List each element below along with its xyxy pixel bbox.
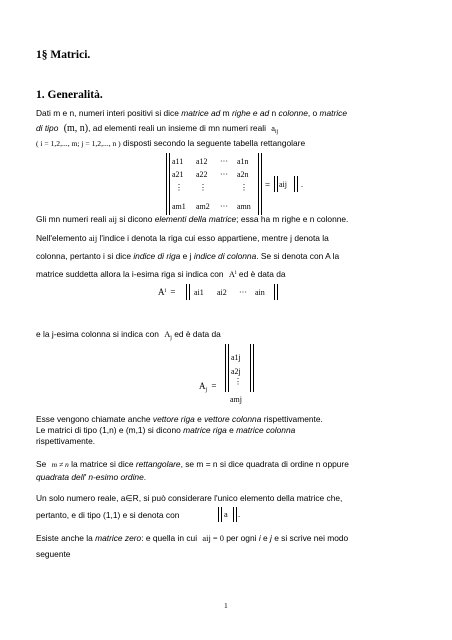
matrix-cell: a22: [196, 170, 208, 179]
scalar-entry: a: [224, 510, 228, 519]
matrix-cell: a2n: [237, 170, 249, 179]
matrix-cell: ···: [220, 202, 228, 211]
para4-line2: Le matrici di tipo (1,n) e (m,1) si dicono matrice riga e matrice colonna: [36, 425, 296, 435]
para3-line: e la j-esima colonna si indica con $A_j$ ed è data da: [36, 329, 221, 341]
subsection-heading: 1. Generalità.: [36, 89, 103, 101]
para2-line1: Gli mn numeri reali aij si dicono elementi della matrice; essa ha m righe e n colonne.: [36, 214, 349, 224]
matrix-cell: am2: [196, 202, 210, 211]
row-vector-entry: ai2: [217, 288, 227, 297]
row-vector-left-bar: [186, 284, 189, 300]
matrix-cell: a21: [172, 170, 184, 179]
matrix-cell: ⋮: [175, 183, 183, 192]
row-vector-entry: ain: [255, 288, 265, 297]
matrix-cell: a12: [196, 157, 208, 166]
column-vector-entry: a2j: [231, 367, 241, 376]
column-vector-entry: ⋮: [234, 377, 242, 386]
para1-line3: ( i = 1,2,..., m; j = 1,2,..., n ) disposti secondo la seguente tabella rettangolare: [36, 138, 306, 148]
matrix-cell: ⋮: [240, 183, 248, 192]
para6-line2: pertanto, e di tipo (1,1) e si denota con: [36, 510, 180, 520]
matrix-cell: amn: [237, 202, 251, 211]
para4-line1: Esse vengono chiamate anche vettore riga e vettore colonna rispettivamente.: [36, 414, 323, 424]
row-vector-entry: ···: [239, 288, 247, 297]
column-vector-left-bar: [225, 344, 228, 392]
para2-line4: matrice suddetta allora la i-esima riga si indica con $A^i$ ed è data da: [36, 269, 286, 279]
matrix-cell: am1: [172, 202, 186, 211]
para1-line1: Dati m e n, numeri interi positivi si dice matrice ad m righe e ad n colonne, o matrice: [36, 108, 347, 118]
column-vector-right-bar: [250, 344, 253, 392]
matrix-cell: ···: [220, 170, 228, 179]
column-vector-entry: a1j: [231, 353, 241, 362]
para2-line2: Nell'elemento aij l'indice i denota la riga cui esso appartiene, mentre j denota la: [36, 233, 329, 243]
para6-line1: Un solo numero reale, a∈R, si può considerare l'unico elemento della matrice che,: [36, 493, 343, 503]
para4-line3: rispettivamente.: [36, 436, 96, 446]
matrix-equals: =: [265, 180, 271, 190]
scalar-right-bar: [233, 507, 236, 522]
row-vector-lhs: $A^i$ =: [158, 287, 176, 297]
para5-line1: Se m ≠ n la matrice si dice rettangolare, se m = n si dice quadrata di ordine n oppure: [36, 459, 349, 469]
section-heading: 1§ Matrici.: [36, 49, 91, 61]
para7-line1: Esiste anche la matrice zero: e quella in cui aij = 0 per ogni i e j e si scrive nei modo: [36, 533, 349, 543]
column-vector-lhs: $A_j$ =: [199, 381, 217, 393]
scalar-end-dot: .: [238, 510, 241, 519]
matrix-left-bar: [166, 153, 169, 215]
matrix-rhs: aij: [279, 180, 287, 189]
row-vector-right-bar: [274, 284, 277, 300]
matrix-cell: ···: [220, 157, 228, 166]
matrix-cell: ⋮: [199, 183, 207, 192]
para7-line2: seguente: [36, 549, 71, 559]
para5-line2: quadrata dell' n-esimo ordine.: [36, 472, 147, 482]
rhs-right-bar: [294, 176, 297, 192]
page-number: 1: [224, 601, 228, 610]
matrix-cell: a1n: [237, 157, 249, 166]
matrix-cell: a11: [172, 157, 184, 166]
para2-line3: colonna, pertanto i si dice indice di riga e j indice di colonna. Se si denota con A la: [36, 251, 340, 261]
matrix-right-bar: [258, 153, 261, 215]
matrix-end-dot: .: [301, 180, 303, 189]
rhs-left-bar: [274, 176, 277, 192]
row-vector-entry: ai1: [194, 288, 204, 297]
column-vector-entry: amj: [230, 395, 242, 404]
scalar-left-bar: [218, 507, 221, 522]
para1-line2: di tipo (m, n), ad elementi reali un insieme di mn numeri reali $a_{ij}$: [36, 123, 279, 135]
